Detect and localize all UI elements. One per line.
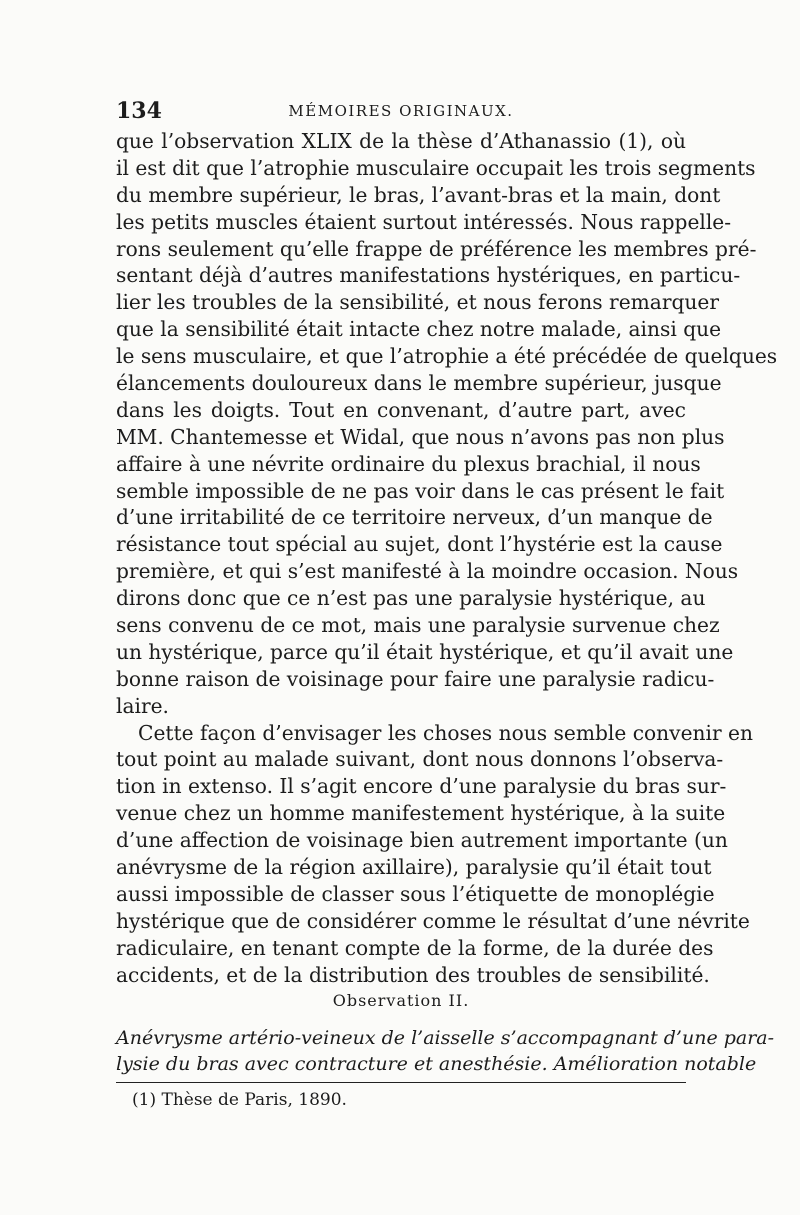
observation-title — [116, 1025, 775, 1077]
text-line: anévrysme de la région axillaire), paralysie qu’il était tout — [116, 855, 712, 880]
text-line: d’une irritabilité de ce territoire nerveux, d’un manque de — [116, 505, 713, 530]
text-line: un hystérique, parce qu’il était hystérique, et qu’il avait une — [116, 639, 734, 664]
text-line: lysie du bras avec contracture et anesthésie. Amélioration notable — [116, 1053, 757, 1075]
running-head: MÉMOIRES ORIGINAUX. — [288, 102, 514, 120]
text-line: d’une affection de voisinage bien autrement importante (un — [116, 828, 728, 853]
text-line: première, et qui s’est manifesté à la moindre occasion. Nous — [116, 559, 739, 584]
text-line: que l’observation XLIX de la thèse d’Athanassio (1), où — [116, 129, 686, 153]
text-line: accidents, et de la distribution des troubles de sensibilité. — [116, 962, 710, 987]
text-line: il est dit que l’atrophie musculaire occupait les trois segments — [116, 155, 756, 180]
text-line: MM. Chantemesse et Widal, que nous n’avons pas non plus — [116, 424, 725, 449]
text-line: laire. — [116, 693, 169, 718]
text-line: tion in extenso. Il s’agit encore d’une paralysie du bras sur- — [116, 774, 727, 799]
page-header — [116, 98, 686, 126]
text-line: dans les doigts. Tout en convenant, d’autre part, avec — [116, 397, 686, 422]
paragraph-1 — [116, 128, 778, 720]
paragraph-2 — [116, 720, 753, 989]
text-line: aussi impossible de classer sous l’étiquette de monoplégie — [116, 881, 715, 906]
text-line: sentant déjà d’autres manifestations hystériques, en particu- — [116, 263, 741, 288]
text-line: Anévrysme artério-veineux de l’aisselle s’accompagnant d’une para- — [116, 1027, 775, 1049]
text-line: lier les troubles de la sensibilité, et nous ferons remarquer — [116, 290, 719, 315]
text-line: Cette façon d’envisager les choses nous semble convenir en — [138, 720, 753, 745]
text-line: élancements douloureux dans le membre supérieur, jusque — [116, 371, 722, 396]
text-line: radiculaire, en tenant compte de la forme, de la durée des — [116, 935, 714, 960]
text-line: tout point au malade suivant, dont nous donnons l’observa- — [116, 747, 724, 772]
text-line: le sens musculaire, et que l’atrophie a été précédée de quelques — [116, 344, 778, 369]
footnote-rule — [116, 1082, 686, 1083]
text-line: venue chez un homme manifestement hystérique, à la suite — [116, 801, 726, 826]
text-line: résistance tout spécial au sujet, dont l’hystérie est la cause — [116, 532, 723, 557]
text-line: hystérique que de considérer comme le résultat d’une névrite — [116, 908, 750, 933]
text-line: du membre supérieur, le bras, l’avant-bras et la main, dont — [116, 182, 721, 207]
text-line: les petits muscles étaient surtout intéressés. Nous rappelle- — [116, 209, 732, 234]
text-line: que la sensibilité était intacte chez notre malade, ainsi que — [116, 317, 722, 342]
text-line: sens convenu de ce mot, mais une paralysie survenue chez — [116, 613, 720, 638]
text-line: rons seulement qu’elle frappe de préférence les membres pré- — [116, 236, 757, 261]
text-line: dirons donc que ce n’est pas une paralysie hystérique, au — [116, 586, 706, 611]
text-line: semble impossible de ne pas voir dans le cas présent le fait — [116, 478, 725, 503]
page-number: 134 — [116, 98, 162, 124]
footnote: (1) Thèse de Paris, 1890. — [132, 1090, 347, 1110]
text-line: bonne raison de voisinage pour faire une paralysie radicu- — [116, 666, 715, 691]
body-text — [116, 128, 778, 989]
observation-heading: Observation II. — [332, 991, 470, 1010]
text-line: affaire à une névrite ordinaire du plexus brachial, il nous — [116, 451, 701, 476]
